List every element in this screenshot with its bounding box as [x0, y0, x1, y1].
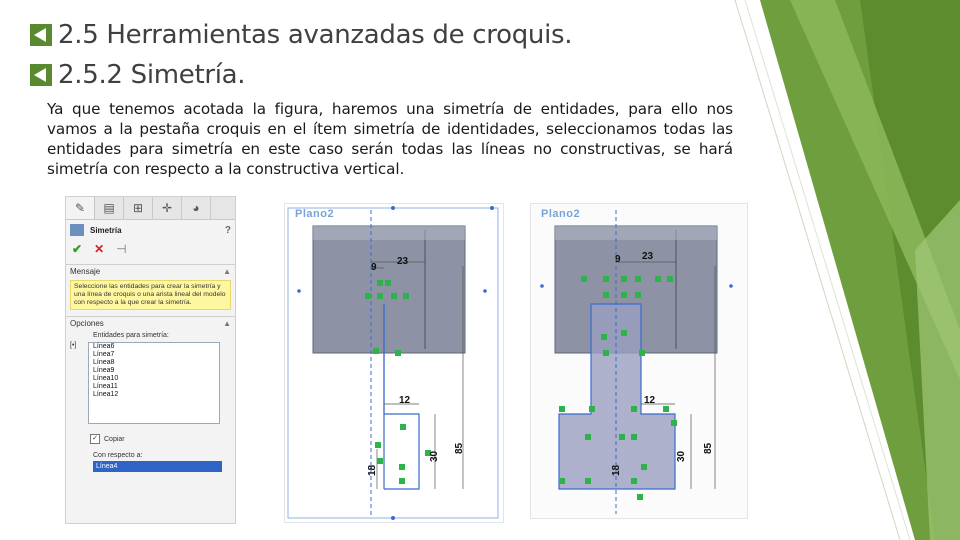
panel-tabs [66, 197, 235, 220]
dimension-9[interactable]: 9 [615, 254, 621, 265]
heading-1 [30, 20, 572, 50]
heading-2 [30, 60, 245, 90]
list-item[interactable]: Línea9 [93, 367, 115, 374]
mirror-about-field[interactable]: Línea4 [93, 461, 222, 472]
config-tab-icon[interactable]: ⊞ [124, 197, 153, 219]
dimension-85[interactable]: 85 [454, 442, 465, 454]
heading-1-text: 2.5 Herramientas avanzadas de croquis. [58, 20, 573, 50]
dimxpert-tab-icon[interactable]: ✛ [153, 197, 182, 219]
dimension-85[interactable]: 85 [703, 442, 714, 454]
panel-title-text: Simetría [90, 225, 122, 235]
list-item[interactable]: Línea6 [93, 343, 115, 350]
display-tab-icon[interactable]: ◕ [182, 197, 211, 219]
symmetry-property-panel [65, 196, 236, 524]
dimension-23[interactable]: 23 [642, 251, 654, 262]
sketch-drawing [531, 204, 747, 518]
panel-title [66, 220, 235, 240]
feature-tree-tab-icon[interactable]: ✎ [66, 197, 95, 219]
entities-field [66, 340, 235, 426]
dimension-30[interactable]: 30 [676, 450, 687, 462]
plane-label: Plano2 [541, 208, 581, 220]
copy-label: Copiar [104, 435, 125, 443]
heading-2-text: 2.5.2 Simetría. [58, 60, 246, 90]
copy-checkbox[interactable]: ✓ [90, 434, 100, 444]
list-item[interactable]: Línea10 [93, 375, 119, 382]
pin-icon[interactable]: ⊣ [116, 242, 127, 256]
message-section-header[interactable] [66, 264, 235, 278]
list-item[interactable]: Línea11 [93, 383, 118, 390]
cancel-button[interactable]: ✕ [94, 242, 105, 256]
dimension-9[interactable]: 9 [371, 262, 377, 273]
options-header-label: Opciones [70, 319, 104, 328]
sketch-view-before [284, 203, 504, 523]
dimension-18[interactable]: 18 [611, 464, 622, 476]
entities-list-icon: [•] [70, 342, 77, 349]
bullet-arrow-icon [30, 24, 52, 46]
message-header-label: Mensaje [70, 267, 101, 276]
dimension-12[interactable]: 12 [644, 395, 656, 406]
mirror-icon [70, 224, 84, 236]
copy-checkbox-row[interactable] [66, 426, 235, 446]
options-section-header[interactable] [66, 316, 235, 330]
help-icon[interactable]: ? [224, 224, 231, 236]
panel-actions [66, 240, 235, 264]
respect-label: Con respecto a: [93, 452, 143, 459]
bullet-arrow-icon [30, 64, 52, 86]
entities-list[interactable] [88, 342, 220, 424]
dimension-12[interactable]: 12 [399, 395, 411, 406]
sketch-view-after [530, 203, 748, 519]
dimension-23[interactable]: 23 [397, 256, 409, 267]
collapse-icon[interactable]: ▲ [223, 319, 231, 328]
ok-button[interactable]: ✔ [72, 242, 83, 256]
list-item[interactable]: Línea8 [93, 359, 115, 366]
body-paragraph: Ya que tenemos acotada la figura, haremos una simetría de entidades, para ello nos vamos a la pestaña croquis en el ítem simetría de identidades, seleccionamos todas las entidades para simetría en este caso serán todas las líneas no constructivas, se hará simetría con respecto a la constructiva vertical. [47, 100, 733, 178]
sketch-drawing [285, 204, 503, 522]
dimension-30[interactable]: 30 [429, 450, 440, 462]
property-tab-icon[interactable]: ▤ [95, 197, 124, 219]
list-item[interactable]: Línea12 [93, 391, 119, 398]
plane-label: Plano2 [295, 208, 335, 220]
dimension-18[interactable]: 18 [367, 464, 378, 476]
message-box: Seleccione las entidades para crear la simetría y una línea de croquis o una arista lineal del modelo con respecto a la que crear la simetría. [70, 280, 231, 310]
collapse-icon[interactable]: ▲ [223, 267, 231, 276]
list-item[interactable]: Línea7 [93, 351, 115, 358]
entities-label: Entidades para simetría: [93, 332, 169, 339]
